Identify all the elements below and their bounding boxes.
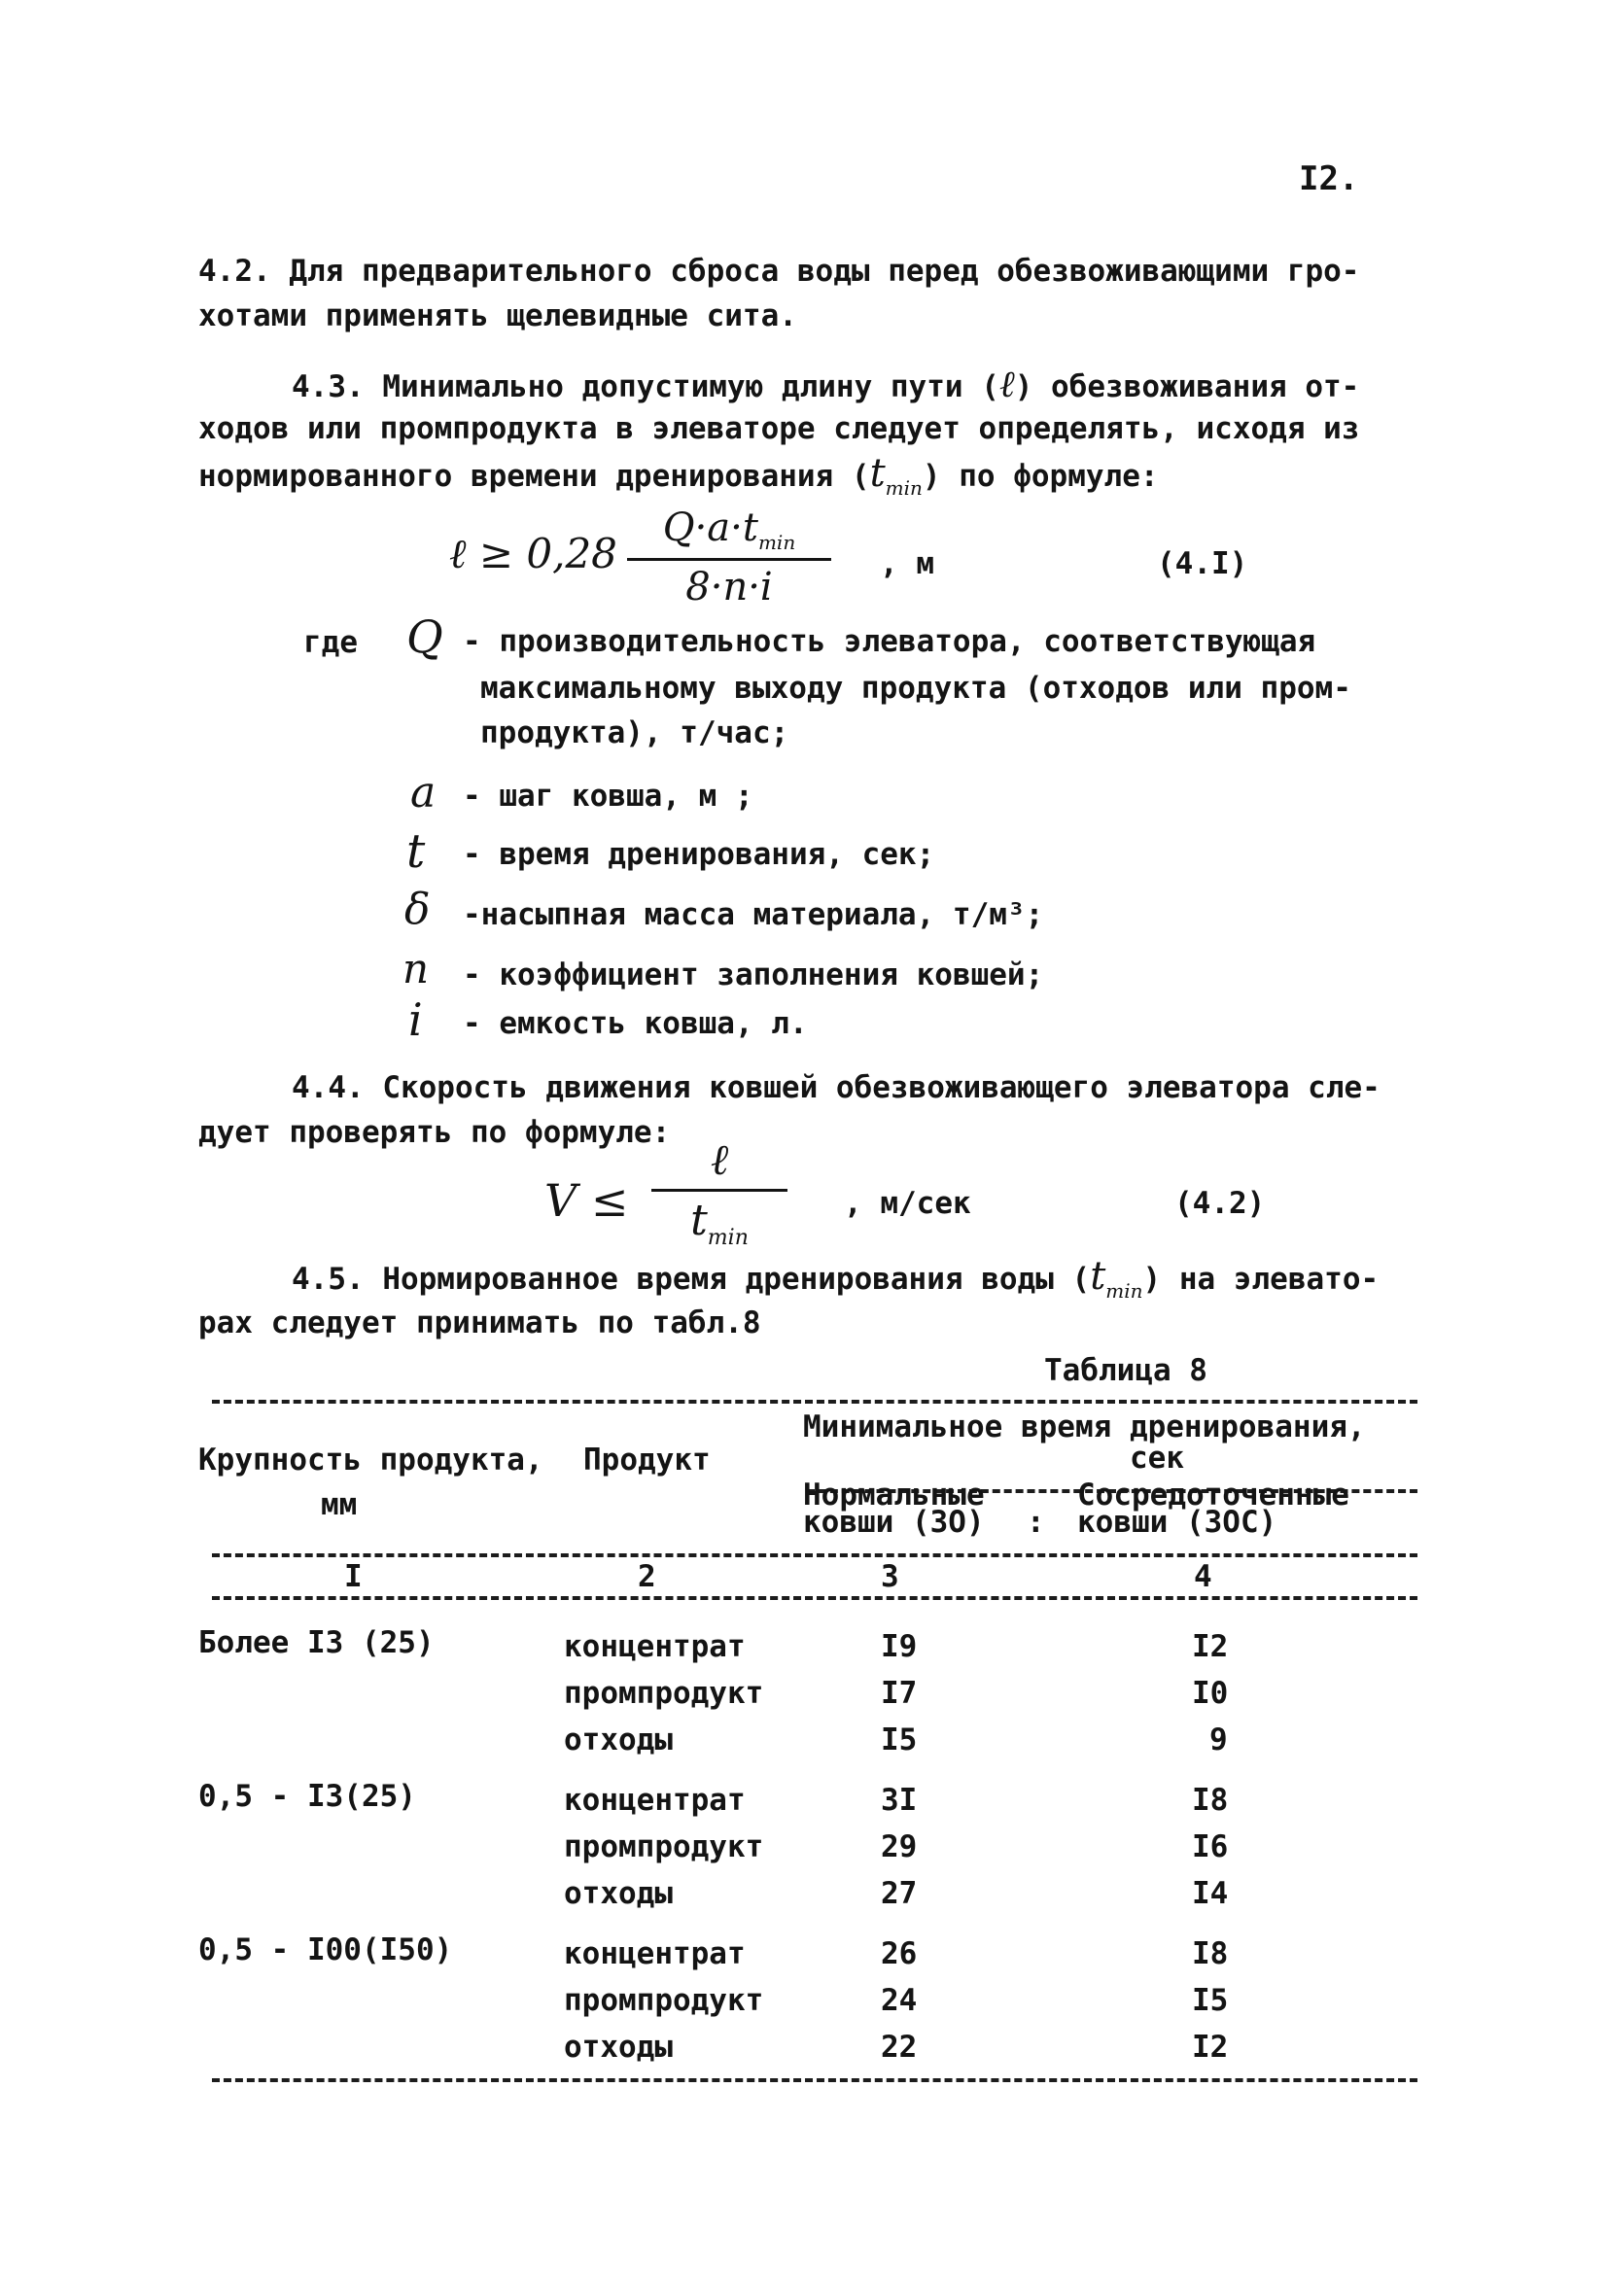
- symbol-l: ℓ: [998, 363, 1015, 405]
- paragraph-4-2-line-2: хотами применять щелевидные сита.: [198, 298, 797, 333]
- p45-text-a: 4.5. Нормированное время дренирования воды (: [292, 1262, 1091, 1297]
- formula-2-fraction: [651, 1135, 787, 1250]
- col-number-1: I: [344, 1559, 363, 1594]
- legend-a-text: - шаг ковша, м ;: [463, 779, 753, 814]
- group-2-row-2-product: промпродукт: [564, 1829, 764, 1864]
- group-1-row-3-normal: I5: [881, 1722, 918, 1757]
- col-numbers-rule: [212, 1596, 1417, 1600]
- group-2-row-3-concentrated: I4: [1192, 1876, 1229, 1911]
- group-1-row-1-concentrated: I2: [1192, 1629, 1229, 1664]
- paragraph-4-4-line-2: дует проверять по формуле:: [198, 1115, 671, 1150]
- col-number-2: 2: [638, 1559, 656, 1594]
- group-1-row-2-normal: I7: [881, 1676, 918, 1711]
- formula-1-fraction: [627, 505, 831, 609]
- legend-where: где: [303, 625, 358, 660]
- legend-Q-line-3: продукта), т/час;: [480, 715, 789, 750]
- group-2-row-1-product: концентрат: [564, 1783, 746, 1818]
- group-2-row-2-concentrated: I6: [1192, 1829, 1229, 1864]
- group-3-row-3-normal: 22: [881, 2030, 918, 2065]
- header-group-line-1: Минимальное время дренирования,: [803, 1409, 1366, 1444]
- legend-delta-text: -насыпная масса материала, т/м³;: [463, 897, 1044, 932]
- group-3-row-2-product: промпродукт: [564, 1983, 764, 2018]
- p43-text-c: нормированного времени дренирования (: [198, 459, 870, 494]
- table-caption: Таблица 8: [1044, 1353, 1207, 1388]
- header-separator: :: [1027, 1505, 1045, 1540]
- legend-n-text: - коэффициент заполнения ковшей;: [463, 957, 1044, 992]
- legend-Q-line-1: - производительность элеватора, соответствующая: [463, 624, 1316, 659]
- group-2-row-3-normal: 27: [881, 1876, 918, 1911]
- group-2-size: 0,5 - I3(25): [198, 1779, 416, 1814]
- formula-2-unit: , м/сек: [844, 1186, 971, 1221]
- group-3-row-1-product: концентрат: [564, 1936, 746, 1971]
- formula-2-fraction-bar: [651, 1189, 787, 1192]
- group-3-row-3-concentrated: I2: [1192, 2030, 1229, 2065]
- symbol-tmin: $t_{min}$: [869, 451, 923, 500]
- formula-2-number: (4.2): [1174, 1186, 1266, 1221]
- group-2-row-1-normal: 3I: [881, 1783, 918, 1818]
- legend-symbol-i: i: [408, 993, 423, 1046]
- group-3-row-2-concentrated: I5: [1192, 1983, 1229, 2018]
- header-col1-line-2: мм: [321, 1487, 358, 1522]
- formula-1-unit: , м: [880, 546, 934, 581]
- paragraph-4-4-line-1: 4.4. Скорость движения ковшей обезвоживающего элеватора сле-: [292, 1070, 1381, 1105]
- header-col4-line-2: ковши (ЗОС): [1077, 1505, 1277, 1540]
- formula-1-denominator: 8·n·i: [685, 565, 773, 609]
- page-number: I2.: [1299, 159, 1359, 198]
- header-group-line-2: сек: [1130, 1441, 1184, 1476]
- p43-text-b: ) обезвоживания от-: [1014, 369, 1360, 404]
- symbol-tmin-2: $t_{min}$: [1090, 1254, 1143, 1303]
- group-1-row-3-concentrated: 9: [1209, 1722, 1228, 1757]
- group-3-row-1-normal: 26: [881, 1936, 918, 1971]
- legend-symbol-Q: Q: [406, 610, 443, 663]
- formula-1-number: (4.I): [1157, 546, 1248, 581]
- paragraph-4-2-line-1: 4.2. Для предварительного сброса воды перед обезвоживающими гро-: [198, 254, 1360, 289]
- col-number-4: 4: [1194, 1559, 1212, 1594]
- group-1-row-1-normal: I9: [881, 1629, 918, 1664]
- legend-symbol-n: n: [402, 945, 430, 992]
- group-1-row-3-product: отходы: [564, 1722, 673, 1757]
- p45-text-b: ) на элевато-: [1142, 1262, 1380, 1297]
- paragraph-4-3-line-3: [198, 451, 1159, 510]
- formula-2-numerator: ℓ: [710, 1135, 729, 1185]
- header-col3-line-2: ковши (ЗО): [803, 1505, 985, 1540]
- group-2-row-2-normal: 29: [881, 1829, 918, 1864]
- p43-text-d: ) по формуле:: [922, 459, 1159, 494]
- table-bottom-rule: [212, 2078, 1417, 2082]
- group-3-row-3-product: отходы: [564, 2030, 673, 2065]
- legend-symbol-a: a: [410, 768, 437, 818]
- legend-t-text: - время дренирования, сек;: [463, 837, 935, 872]
- legend-symbol-delta: δ: [404, 885, 431, 934]
- group-3-size: 0,5 - I00(I50): [198, 1932, 453, 1967]
- legend-Q-line-2: максимальному выходу продукта (отходов или пром-: [480, 671, 1351, 706]
- group-1-row-2-product: промпродукт: [564, 1676, 764, 1711]
- paragraph-4-5-line-2: рах следует принимать по табл.8: [198, 1305, 761, 1340]
- group-1-row-2-concentrated: I0: [1192, 1676, 1229, 1711]
- formula-1-numerator: $Q\cdot a\cdot t_{min}$: [662, 505, 796, 554]
- header-col2: Продукт: [583, 1443, 711, 1478]
- group-1-size: Более I3 (25): [198, 1625, 435, 1660]
- formula-1-lhs: ℓ ≥ 0,28: [449, 530, 617, 577]
- header-col3-line-1: Нормальные: [803, 1478, 985, 1513]
- formula-2-lhs: V ≤: [544, 1174, 629, 1227]
- paragraph-4-3-line-1: [292, 362, 1359, 409]
- p43-text-a: 4.3. Минимально допустимую длину пути (: [292, 369, 999, 404]
- header-col4-line-1: Сосредоточенные: [1077, 1478, 1349, 1513]
- header-bottom-rule: [212, 1553, 1417, 1557]
- formula-2-denominator: $t_{min}$: [690, 1196, 749, 1250]
- paragraph-4-3-line-2: ходов или промпродукта в элеваторе следует определять, исходя из: [198, 411, 1360, 446]
- group-3-row-1-concentrated: I8: [1192, 1936, 1229, 1971]
- group-2-row-1-concentrated: I8: [1192, 1783, 1229, 1818]
- group-3-row-2-normal: 24: [881, 1983, 918, 2018]
- col-number-3: 3: [881, 1559, 899, 1594]
- group-1-row-1-product: концентрат: [564, 1629, 746, 1664]
- legend-i-text: - емкость ковша, л.: [463, 1006, 808, 1041]
- table-top-rule: [212, 1400, 1417, 1404]
- legend-symbol-t: t: [406, 824, 426, 879]
- header-col1-line-1: Крупность продукта,: [198, 1443, 543, 1478]
- formula-1-fraction-bar: [627, 558, 831, 561]
- group-2-row-3-product: отходы: [564, 1876, 673, 1911]
